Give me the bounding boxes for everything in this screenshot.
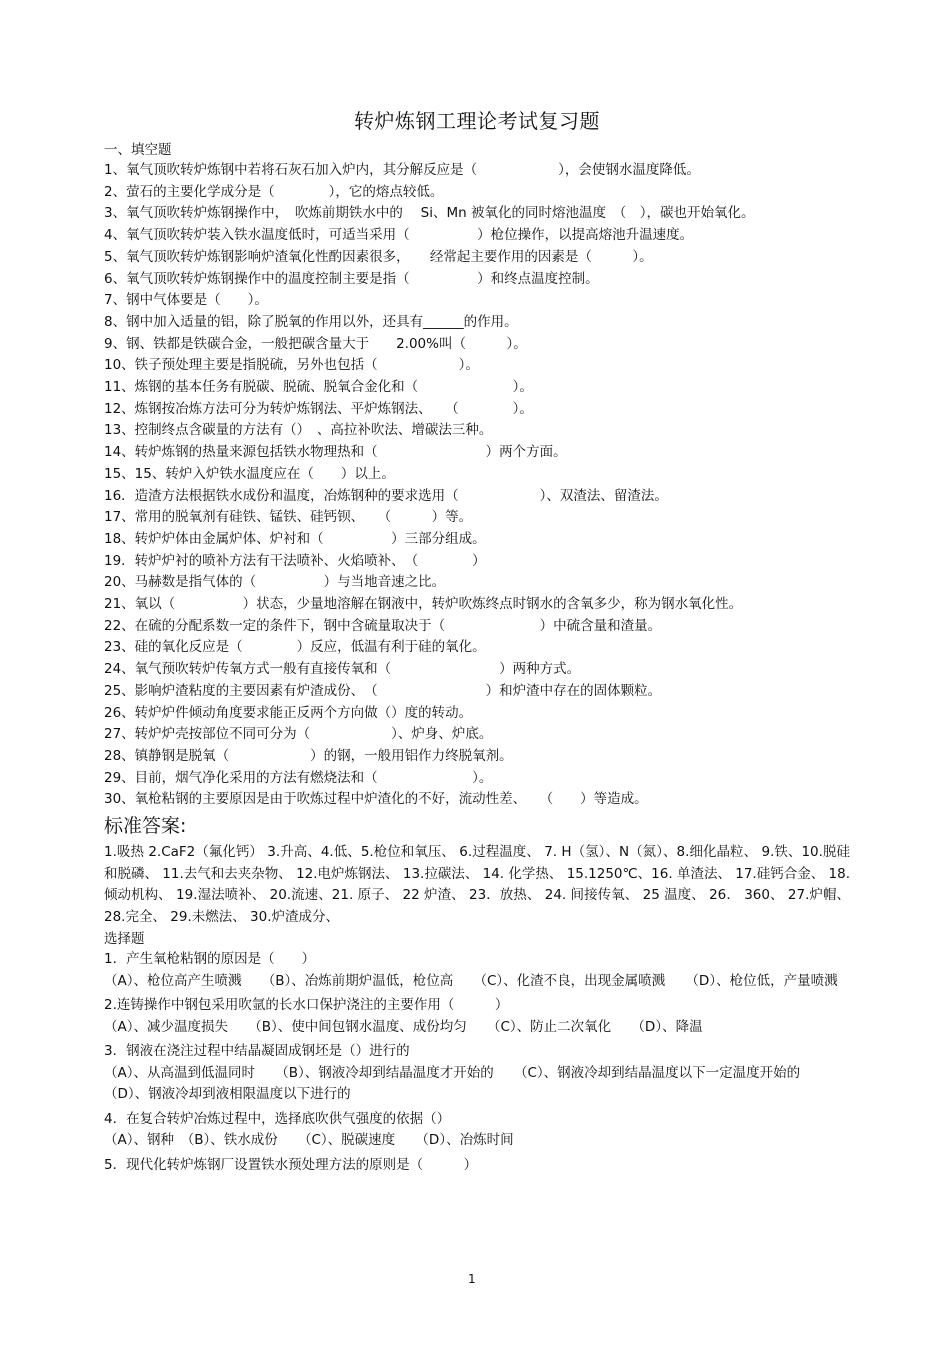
choice-question: 4．在复合转炉冶炼过程中，选择底吹供气强度的依据（）	[104, 1110, 451, 1127]
fill-question: 11、炼钢的基本任务有脱碳、脱硫、脱氧合金化和（ ）。	[104, 379, 533, 396]
choice-options: （A）、钢种 （B）、铁水成份 （C）、脱碳速度 （D）、冶炼时间	[104, 1132, 514, 1149]
choice-question: 2.连铸操作中钢包采用吹氩的长水口保护浇注的主要作用（ ）	[104, 997, 509, 1014]
fill-question: 29、目前，烟气净化采用的方法有燃烧法和（ ）。	[104, 769, 493, 786]
document-body	[104, 105, 850, 1176]
fill-question: 23、硅的氧化反应是（ ）反应，低温有利于硅的氧化。	[104, 639, 486, 656]
fill-question: 26、转炉炉件倾动角度要求能正反两个方向做（）度的转动。	[104, 704, 473, 721]
choice-options: （A）、从高温到低温同时 （B）、钢液冷却到结晶温度才开始的 （C）、钢液冷却到结晶温度以下一定温度开始的 （D）、钢液冷却到液相限温度以下进行的	[104, 1064, 828, 1103]
fill-question-list	[104, 160, 850, 811]
choice-options: （A）、枪位高产生喷溅 （B）、冶炼前期炉温低，枪位高 （C）、化渣不良，出现金属喷溅 （D）、枪位低，产量喷溅	[104, 972, 838, 989]
fill-question: 27、转炉炉壳按部位不同可分为（ ）、炉身、炉底。	[104, 726, 493, 743]
fill-question: 16．造渣方法根据铁水成份和温度，冶炼钢种的要求选用（ ）、双渣法、留渣法。	[104, 487, 668, 504]
fill-question: 17、常用的脱氧剂有硅铁、锰铁、硅钙钡、 （ ）等。	[104, 509, 473, 526]
fill-question: 2、萤石的主要化学成分是（ ），它的熔点较低。	[104, 183, 444, 200]
choice-question: 3．钢液在浇注过程中结晶凝固成钢坯是（）进行的	[104, 1043, 410, 1060]
choice-options: （A）、减少温度损失 （B）、使中间包钢水温度、成份均匀 （C）、防止二次氧化 （D）、降温	[104, 1018, 703, 1035]
fill-question: 3、氧气顶吹转炉炼钢操作中， 吹炼前期铁水中的 Si、Mn 被氧化的同时熔池温度 （ ），碳也开始氧化。	[104, 205, 755, 222]
fill-question: 4、氧气顶吹转炉装入铁水温度低时，可适当采用（ ）枪位操作，以提高熔池升温速度。	[104, 227, 694, 244]
fill-question: 7、钢中气体要是（ ）。	[104, 292, 268, 309]
answers-text: 1.吸热 2.CaF2（氟化钙） 3.升高、4.低、5.枪位和氧压、 6.过程温度、 7. H（氢）、N（氮）、8.细化晶粒、 9.铁、10.脱硅和脱磷、 11.去气和去夹杂物、 12.电炉炼钢法、 13.拉碳法、 14. 化学热、 15.1250℃、16. 单渣法、 17.硅钙合金、 18.倾动机构、 19.湿法喷补、 20.流速、21. 原子、 22 炉渣、 23．放热、 24. 间接传氧、 25 温度、 26． 360、 27.炉帽、 28.完全、 29.未燃法、 30.炉渣成分、	[104, 844, 850, 925]
fill-question: 1、氧气顶吹转炉炼钢中若将石灰石加入炉内，其分解反应是（ ），会使钢水温度降低。	[104, 162, 700, 178]
fill-question: 21、氧以（ ）状态，少量地溶解在钢液中，转炉吹炼终点时钢水的含氧多少，称为钢水氧化性。	[104, 596, 743, 613]
fill-question: 6、氧气顶吹转炉炼钢操作中的温度控制主要是指（ ）和终点温度控制。	[104, 270, 599, 287]
fill-question: 10、铁子预处理主要是指脱硫，另外也包括（ ）。	[104, 357, 479, 374]
choice-question-list	[104, 949, 850, 1176]
fill-question: 20、马赫数是指气体的（ ）与当地音速之比。	[104, 574, 446, 591]
fill-question: 28、镇静钢是脱氧（ ）的钢，一般用铝作力终脱氧剂。	[104, 747, 513, 764]
fill-question: 30、氧枪粘钢的主要原因是由于吹炼过程中炉渣化的不好，流动性差、 （ ）等造成。	[104, 791, 648, 808]
fill-question: 15、15、转炉入炉铁水温度应在（ ）以上。	[104, 465, 395, 482]
fill-question: 14、转炉炼钢的热量来源包括铁水物理热和（ ）两个方面。	[104, 444, 567, 461]
choice-question: 5．现代化转炉炼钢厂设置铁水预处理方法的原则是（ ）	[104, 1156, 478, 1173]
answers-heading: 标准答案:	[104, 815, 187, 838]
fill-question: 8、钢中加入适量的铝，除了脱氧的作用以外，还具有______的作用。	[104, 313, 518, 330]
fill-question: 5、氧气顶吹转炉炼钢影响炉渣氧化性酌因素很多， 经常起主要作用的因素是（ ）。	[104, 248, 653, 265]
section-choice-heading: 选择题	[104, 931, 145, 948]
page-number: 1	[468, 1272, 476, 1286]
fill-question: 22、在硫的分配系数一定的条件下，钢中含硫量取决于（ ）中硫含量和渣量。	[104, 617, 662, 634]
choice-question: 1．产生氧枪粘钢的原因是（ ）	[104, 951, 316, 968]
page-title: 转炉炼钢工理论考试复习题	[354, 109, 600, 133]
fill-question: 18、转炉炉体由金属炉体、炉衬和（ ）三部分组成。	[104, 530, 486, 547]
section-fill-heading: 一、填空题	[104, 142, 172, 158]
fill-question: 13、控制终点含碳量的方法有（） 、高拉补吹法、增碳法三种。	[104, 422, 493, 439]
fill-question: 9、钢、铁都是铁碳合金，一般把碳含量大于 2.00%叫（ ）。	[104, 335, 527, 352]
fill-question: 24、氧气预吹转炉传氧方式一般有直接传氧和（ ）两种方式。	[104, 661, 581, 678]
fill-question: 19．转炉炉衬的喷补方法有干法喷补、火焰喷补、 （ ）	[104, 552, 486, 569]
fill-question: 12、炼钢按冶炼方法可分为转炉炼钢法、平炉炼钢法、 （ ）。	[104, 400, 533, 417]
fill-question: 25、影响炉渣粘度的主要因素有炉渣成份、 （ ）和炉渣中存在的固体颗粒。	[104, 682, 662, 699]
